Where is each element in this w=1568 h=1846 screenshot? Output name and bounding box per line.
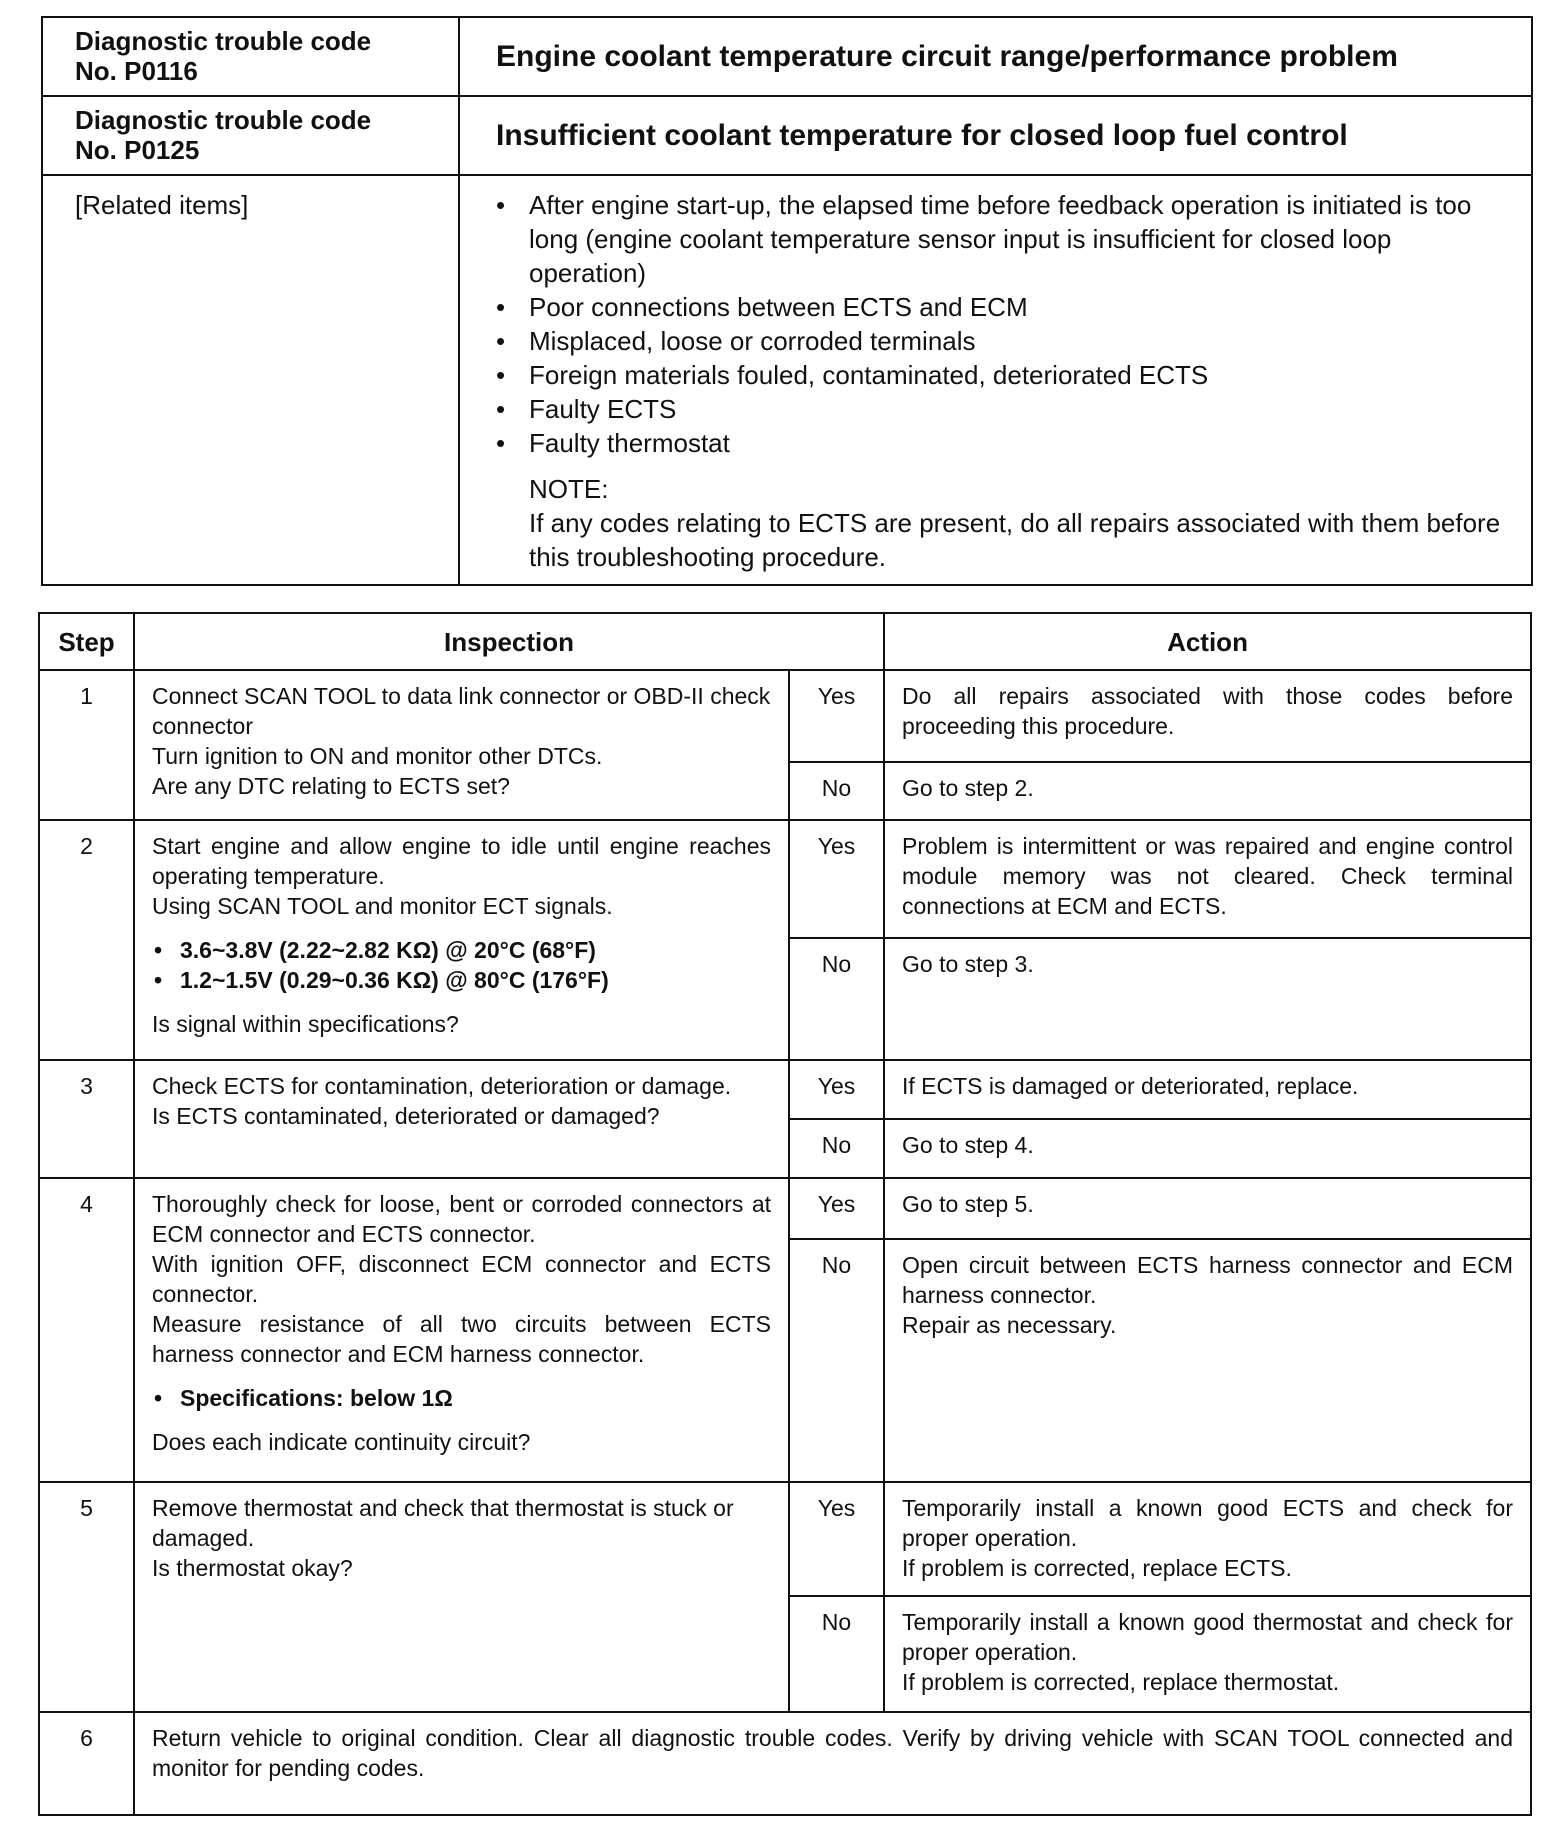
no-action: Go to step 3. — [884, 938, 1531, 1060]
yes-action: Go to step 5. — [884, 1178, 1531, 1239]
step-number: 3 — [39, 1060, 134, 1178]
action-line: Repair as necessary. — [902, 1312, 1117, 1338]
yes-label: Yes — [789, 820, 884, 938]
step-inspection — [134, 670, 789, 820]
step-header: Step — [39, 613, 134, 670]
step-row — [39, 1712, 1531, 1815]
dtc-label-line: Diagnostic trouble code — [75, 105, 372, 135]
step-inspection — [134, 1482, 789, 1712]
related-item: • Misplaced, loose or corroded terminals — [496, 324, 1513, 358]
dtc-code-number: No. P0125 — [75, 135, 200, 165]
dtc-code-label — [42, 17, 459, 96]
inspection-line: Is ECTS contaminated, deteriorated or damaged? — [152, 1103, 660, 1129]
dtc-code-label — [42, 96, 459, 175]
spec-list — [152, 935, 771, 995]
yes-action: Problem is intermittent or was repaired and engine control module memory was not cleared. Check terminal connections at ECM and ECTS. — [884, 820, 1531, 938]
related-item: • After engine start-up, the elapsed time before feedback operation is initiated is too long (engine coolant temperature sensor input is insufficient for closed loop operation) — [496, 188, 1513, 290]
spec-list — [152, 1383, 771, 1413]
inspection-question: Is signal within specifications? — [152, 1011, 459, 1037]
dtc-title: Insufficient coolant temperature for closed loop fuel control — [459, 96, 1532, 175]
inspection-line: With ignition OFF, disconnect ECM connector and ECTS connector. — [152, 1251, 771, 1307]
inspection-line: Are any DTC relating to ECTS set? — [152, 773, 510, 799]
step-number: 5 — [39, 1482, 134, 1712]
inspection-line: Thoroughly check for loose, bent or corroded connectors at ECM connector and ECTS connector. — [152, 1191, 771, 1247]
step-row — [39, 670, 1531, 762]
dtc-code-number: No. P0116 — [75, 56, 198, 86]
action-header: Action — [884, 613, 1531, 670]
action-line: Temporarily install a known good thermostat and check for proper operation. — [902, 1609, 1513, 1665]
step-row — [39, 1060, 1531, 1119]
step-row — [39, 1482, 1531, 1596]
spec-item: • 3.6~3.8V (2.22~2.82 KΩ) @ 20°C (68°F) — [152, 935, 771, 965]
step-inspection — [134, 1178, 789, 1482]
related-item: • Faulty thermostat — [496, 426, 1513, 460]
no-label: No — [789, 938, 884, 1060]
troubleshooting-steps-table — [38, 612, 1532, 1816]
dtc-row — [42, 17, 1532, 96]
related-items-row — [42, 175, 1532, 585]
inspection-line: Turn ignition to ON and monitor other DTCs. — [152, 743, 603, 769]
no-label: No — [789, 762, 884, 820]
dtc-title: Engine coolant temperature circuit range/performance problem — [459, 17, 1532, 96]
header-row — [39, 613, 1531, 670]
step-row — [39, 1178, 1531, 1239]
inspection-line: Start engine and allow engine to idle until engine reaches operating temperature. — [152, 833, 771, 889]
dtc-table — [41, 16, 1533, 586]
no-action: Go to step 2. — [884, 762, 1531, 820]
step-inspection — [134, 1060, 789, 1178]
yes-label: Yes — [789, 1178, 884, 1239]
inspection-question: Does each indicate continuity circuit? — [152, 1429, 531, 1455]
step-number: 4 — [39, 1178, 134, 1482]
note-block — [496, 472, 1513, 574]
yes-action — [884, 1482, 1531, 1596]
no-action — [884, 1239, 1531, 1482]
yes-action: If ECTS is damaged or deteriorated, replace. — [884, 1060, 1531, 1119]
dtc-label-line: Diagnostic trouble code — [75, 26, 372, 56]
step-final-text: Return vehicle to original condition. Clear all diagnostic trouble codes. Verify by driving vehicle with SCAN TOOL connected and monitor for pending codes. — [134, 1712, 1531, 1815]
related-item: • Poor connections between ECTS and ECM — [496, 290, 1513, 324]
related-items-label: [Related items] — [42, 175, 459, 585]
spec-item: • Specifications: below 1Ω — [152, 1383, 771, 1413]
no-label: No — [789, 1239, 884, 1482]
note-text: If any codes relating to ECTS are present, do all repairs associated with them before this troubleshooting procedure. — [529, 508, 1501, 572]
step-inspection — [134, 820, 789, 1060]
step-row — [39, 820, 1531, 938]
note-title: NOTE: — [529, 474, 609, 504]
related-item: • Faulty ECTS — [496, 392, 1513, 426]
no-action: Go to step 4. — [884, 1119, 1531, 1178]
yes-action: Do all repairs associated with those codes before proceeding this procedure. — [884, 670, 1531, 762]
no-action — [884, 1596, 1531, 1712]
yes-label: Yes — [789, 670, 884, 762]
inspection-line: Using SCAN TOOL and monitor ECT signals. — [152, 893, 613, 919]
action-line: Temporarily install a known good ECTS and check for proper operation. — [902, 1495, 1513, 1551]
step-number: 6 — [39, 1712, 134, 1815]
action-line: If problem is corrected, replace ECTS. — [902, 1555, 1292, 1581]
related-item: • Foreign materials fouled, contaminated, deteriorated ECTS — [496, 358, 1513, 392]
inspection-header: Inspection — [134, 613, 884, 670]
no-label: No — [789, 1596, 884, 1712]
yes-label: Yes — [789, 1482, 884, 1596]
dtc-row — [42, 96, 1532, 175]
inspection-line: Remove thermostat and check that thermostat is stuck or damaged. — [152, 1495, 734, 1551]
inspection-line: Is thermostat okay? — [152, 1555, 353, 1581]
spec-item: • 1.2~1.5V (0.29~0.36 KΩ) @ 80°C (176°F) — [152, 965, 771, 995]
action-line: If problem is corrected, replace thermostat. — [902, 1669, 1340, 1695]
step-number: 2 — [39, 820, 134, 1060]
step-number: 1 — [39, 670, 134, 820]
inspection-line: Connect SCAN TOOL to data link connector or OBD-II check connector — [152, 683, 771, 739]
inspection-line: Measure resistance of all two circuits between ECTS harness connector and ECM harness connector. — [152, 1311, 771, 1367]
action-line: Open circuit between ECTS harness connector and ECM harness connector. — [902, 1252, 1513, 1308]
no-label: No — [789, 1119, 884, 1178]
inspection-line: Check ECTS for contamination, deterioration or damage. — [152, 1073, 732, 1099]
yes-label: Yes — [789, 1060, 884, 1119]
related-items-list — [459, 175, 1532, 585]
